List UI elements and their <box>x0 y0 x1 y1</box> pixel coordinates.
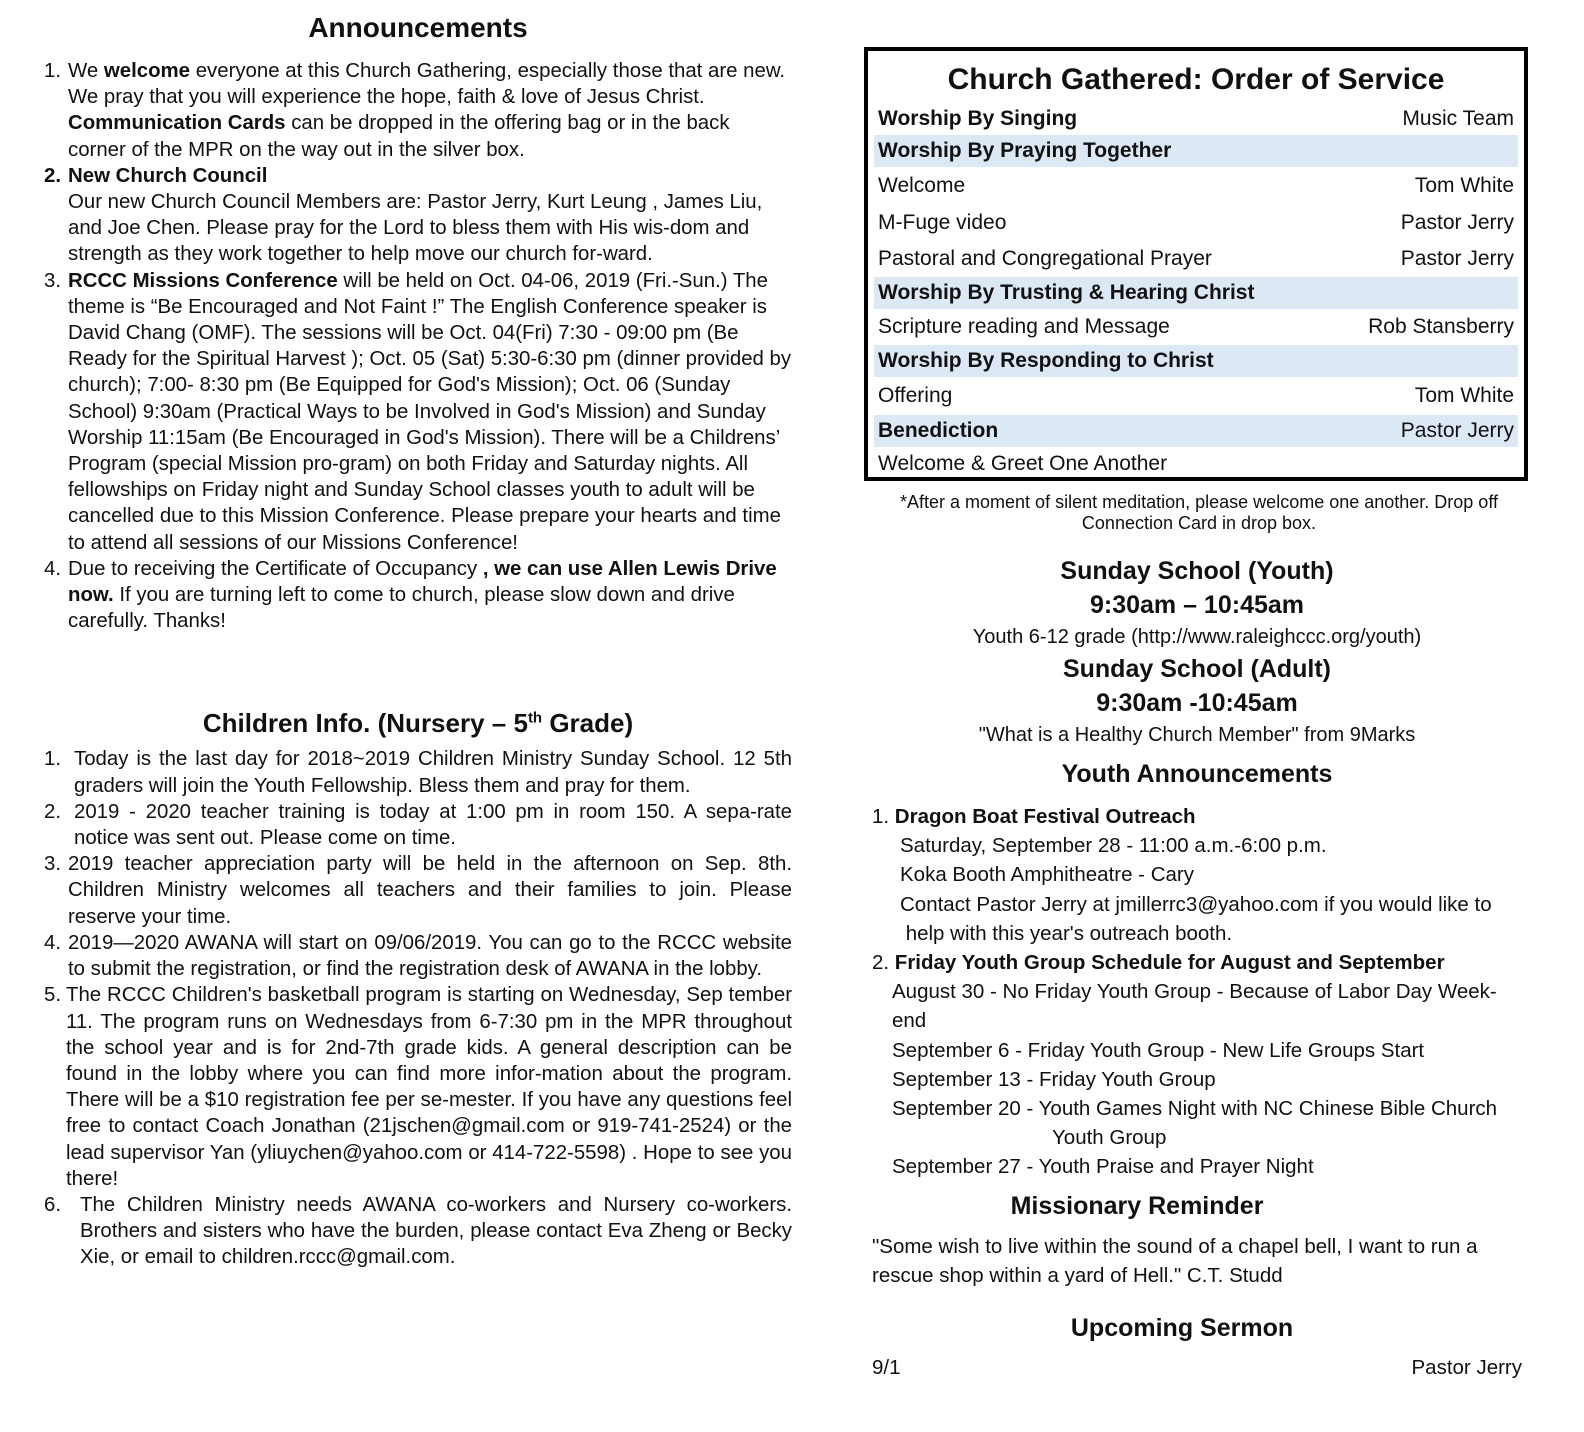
order-row <box>874 447 1518 481</box>
bold-text: Communication Cards <box>68 112 286 135</box>
row-label: Offering <box>878 384 953 407</box>
upcoming-sermon-title: Upcoming Sermon <box>1070 1314 1294 1342</box>
item-number: 3. <box>44 853 62 876</box>
row-person: Pastor Jerry <box>1400 419 1514 442</box>
item-number: 5. <box>44 984 62 1007</box>
row-label: Welcome <box>878 174 966 197</box>
youth-item-line: end <box>892 1009 927 1033</box>
missionary-reminder-title: Missionary Reminder <box>1010 1192 1264 1220</box>
row-person: Tom White <box>1414 174 1514 197</box>
row-label: Benediction <box>878 419 999 442</box>
text: can be dropped in the offering bag or in the back corner of the MPR on the way out in the silver box. <box>68 112 730 161</box>
youth-item-line: September 20 - Youth Games Night with NC Chinese Bible Church <box>892 1097 1498 1121</box>
youth-item-heading: Dragon Boat Festival Outreach <box>894 805 1196 828</box>
text: will be held on Oct. 04-06, 2019 (Fri.-Sun.) The theme is “Be Encouraged and Not Faint !” The English Conference speaker is David Chang (OMF). The sessions will be Oct. 04(Fri) 7:30 - 09:00 pm (Be Ready for the Spiritual Harvest ); Oct. 05 (Sat) 5:30-6:30 pm (dinner provided by church); 7:00- 8:30 pm (Be Equipped for God's Mission); Oct. 06 (Sunday School) 9:30am (Practical Ways to be Involved in God's Mission) and Sunday Worship 11:15am (Be Encouraged in God's Mission). There will be a Childrens’ Program (special Mission pro-gram) on both Friday and Saturday nights. All fellowships on Friday night and Sunday School classes youth to adult will be cancelled due to this Mission Conference. Please prepare your hearts and time to attend all sessions of our Missions Conference! <box>68 269 792 554</box>
announcement-3 <box>44 268 792 556</box>
order-row <box>874 277 1518 309</box>
order-row <box>874 309 1518 345</box>
text: Our new Church Council Members are: Pastor Jerry, Kurt Leung , James Liu, and Joe Chen. Please pray for the Lord to bless them with His wis-dom and strength as they work together to help move our church for-ward. <box>68 191 763 266</box>
youth-item-line: Koka Booth Amphitheatre - Cary <box>900 863 1194 887</box>
sunday-school-adult-time: 9:30am -10:45am <box>1096 689 1298 717</box>
sunday-school-adult-title: Sunday School (Adult) <box>1062 655 1332 683</box>
order-row <box>874 377 1518 415</box>
missionary-quote: "Some wish to live within the sound of a chapel bell, I want to run a rescue shop within a yard of Hell." C.T. Studd <box>872 1235 1478 1287</box>
announcements-list <box>44 58 792 634</box>
item-number: 2. <box>872 951 895 975</box>
children-info-title <box>44 708 792 746</box>
text: Today is the last day for 2018~2019 Children Ministry Sunday School. 12 5th graders will join the Youth Fellowship. Bless them and pray for them. <box>74 748 792 797</box>
row-label: Welcome & Greet One Another <box>878 452 1168 475</box>
sunday-school-adult-desc: "What is a Healthy Church Member" from 9Marks <box>978 724 1416 746</box>
children-item <box>44 982 792 1192</box>
title-text: Grade) <box>542 708 634 739</box>
row-label: Worship By Responding to Christ <box>878 349 1214 372</box>
row-label: M-Fuge video <box>878 211 1007 234</box>
youth-announcements <box>872 802 1544 1182</box>
order-row <box>874 345 1518 377</box>
text: The RCCC Children's basketball program is starting on Wednesday, Sep tember 11. The program runs on Wednesdays from 6-7:30 pm in the MPR throughout the school year and is for 2nd-7th grade kids. A general description can be found in the lobby where you can find more infor-mation about the program. There will be a $10 registration fee per se-mester. If you have any questions feel free to contact Coach Jonathan (21jschen@gmail.com or 919-741-2524) or the lead supervisor Yan (yliuychen@yahoo.com or 414-722-5598) . Hope to see you there! <box>66 984 792 1190</box>
text: 2019 teacher appreciation party will be held in the afternoon on Sep. 8th. Children Ministry welcomes all teachers and their families to join. Please reserve your time. <box>68 853 792 928</box>
youth-item-2 <box>872 948 1544 977</box>
youth-item-line: September 27 - Youth Praise and Prayer Night <box>892 1155 1314 1179</box>
youth-item-line: Saturday, September 28 - 11:00 a.m.-6:00 p.m. <box>900 834 1327 858</box>
item-number: 2. <box>44 164 62 187</box>
item-number: 2. <box>44 800 62 823</box>
order-row <box>874 103 1518 135</box>
children-item <box>44 1192 792 1271</box>
sermon-speaker: Pastor Jerry <box>1411 1356 1522 1379</box>
bold-text: welcome <box>103 60 191 82</box>
row-label: Scripture reading and Message <box>878 315 1170 338</box>
children-item <box>44 799 792 851</box>
left-column <box>44 0 792 1271</box>
text: 2019 - 2020 teacher training is today at 1:00 pm in room 150. A sepa-rate notice was sent out. Please come on time. <box>74 800 792 850</box>
item-number: 1. <box>872 805 895 828</box>
sunday-school-youth-title: Sunday School (Youth) <box>1060 557 1334 585</box>
order-row <box>874 167 1518 205</box>
row-person: Rob Stansberry <box>1368 315 1514 338</box>
youth-item-heading: Friday Youth Group Schedule for August and September <box>894 951 1445 975</box>
row-person: Tom White <box>1414 384 1514 407</box>
sunday-school-youth-time: 9:30am – 10:45am <box>1089 591 1305 619</box>
order-row <box>874 241 1518 277</box>
item-number: 4. <box>44 931 62 954</box>
meditation-note: *After a moment of silent meditation, please welcome one another. Drop off Connection Card in drop box. <box>900 492 1498 533</box>
item-number: 4. <box>44 557 62 580</box>
order-row <box>874 135 1518 167</box>
order-of-service-box <box>864 47 1528 481</box>
title-sup: th <box>527 709 543 727</box>
row-label: Worship By Praying Together <box>878 139 1172 162</box>
text: The Children Ministry needs AWANA co-workers and Nursery co-workers. Brothers and sisters who have the burden, please contact Eva Zheng or Becky Xie, or email to children.rccc@gmail.com. <box>80 1193 792 1269</box>
item-number: 3. <box>44 269 62 292</box>
row-person: Pastor Jerry <box>1400 211 1514 234</box>
order-row <box>874 205 1518 241</box>
sermon-date: 9/1 <box>872 1356 901 1379</box>
item-number: 1. <box>44 748 62 771</box>
order-of-service-title: Church Gathered: Order of Service <box>947 63 1445 96</box>
text: Due to receiving the Certificate of Occupancy <box>68 557 483 580</box>
youth-announcements-title: Youth Announcements <box>1061 760 1333 788</box>
title-text: Children Info. (Nursery – 5 <box>202 708 528 739</box>
announcement-heading: RCCC Missions Conference <box>68 269 338 292</box>
youth-item-line: help with this year's outreach booth. <box>900 921 1233 945</box>
children-list <box>44 746 792 1270</box>
youth-item-line: September 13 - Friday Youth Group <box>892 1067 1216 1091</box>
youth-item-line: Youth Group <box>1052 1126 1167 1150</box>
announcement-1 <box>44 58 792 163</box>
upcoming-sermon-row <box>872 1356 1522 1380</box>
announcement-4 <box>44 556 792 635</box>
text: We <box>68 60 104 82</box>
row-label: Pastoral and Congregational Prayer <box>878 247 1212 270</box>
item-number: 1. <box>44 60 62 82</box>
sunday-school-section <box>872 554 1522 750</box>
announcement-2 <box>44 163 792 268</box>
youth-item-line: Contact Pastor Jerry at jmillerrc3@yahoo.com if you would like to <box>900 892 1492 916</box>
children-item <box>44 746 792 798</box>
text: everyone at this Church Gathering, especially those that are new. We pray that you will experience the hope, faith & love of Jesus Christ. <box>68 60 786 109</box>
text: 2019—2020 AWANA will start on 09/06/2019. You can go to the RCCC website to submit the registration, or find the registration desk of AWANA in the lobby. <box>68 931 792 981</box>
text: If you are turning left to come to church, please slow down and drive carefully. Thanks! <box>68 584 735 633</box>
youth-item-1 <box>872 802 1544 831</box>
youth-item-line: August 30 - No Friday Youth Group - Because of Labor Day Week- <box>892 980 1497 1004</box>
row-person: Pastor Jerry <box>1400 247 1514 270</box>
children-item <box>44 851 792 930</box>
youth-item-line: September 6 - Friday Youth Group - New Life Groups Start <box>892 1038 1425 1062</box>
announcement-heading: New Church Council <box>68 164 268 187</box>
order-row <box>874 415 1518 447</box>
children-item <box>44 930 792 982</box>
row-label: Worship By Trusting & Hearing Christ <box>878 281 1255 304</box>
row-person: Music Team <box>1402 107 1514 130</box>
announcements-title: Announcements <box>308 12 528 43</box>
row-label: Worship By Singing <box>878 107 1078 130</box>
bold-text: , we can use Allen Lewis Drive now. <box>68 557 777 607</box>
sunday-school-youth-desc: Youth 6-12 grade (http://www.raleighccc.org/youth) <box>972 626 1422 648</box>
item-number: 6. <box>44 1193 62 1216</box>
